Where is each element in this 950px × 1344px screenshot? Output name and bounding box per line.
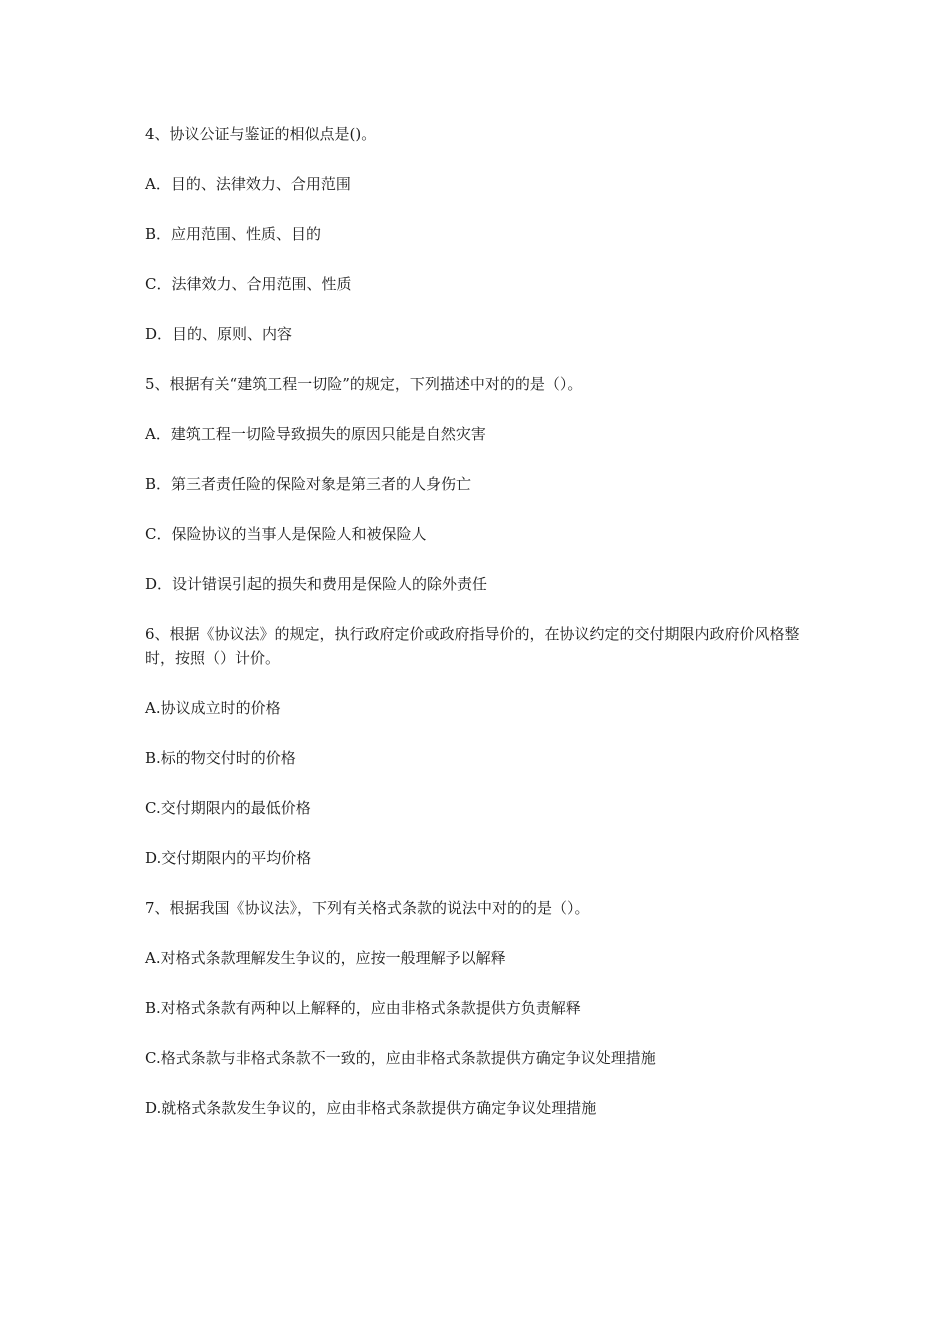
document-page xyxy=(145,122,817,1146)
question-text: 6、根据《协议法》的规定，执行政府定价或政府指导价的，在协议约定的交付期限内政府价风格整时，按照（）计价。 xyxy=(145,625,800,667)
option-a: A.协议成立时的价格 xyxy=(145,699,281,717)
option-b: B.对格式条款有两种以上解释的，应由非格式条款提供方负责解释 xyxy=(145,999,581,1017)
option-d: D．设计错误引起的损失和费用是保险人的除外责任 xyxy=(145,575,488,593)
option-c: C.交付期限内的最低价格 xyxy=(145,799,311,817)
option-d: D．目的、原则、内容 xyxy=(145,325,293,343)
option-a: A．建筑工程一切险导致损失的原因只能是自然灾害 xyxy=(145,425,486,443)
option-b: B．应用范围、性质、目的 xyxy=(145,225,322,243)
option-c: C．法律效力、合用范围、性质 xyxy=(145,275,352,293)
question-text: 7、根据我国《协议法》，下列有关格式条款的说法中对的的是（）。 xyxy=(145,899,590,917)
option-b: B．第三者责任险的保险对象是第三者的人身伤亡 xyxy=(145,475,472,493)
question-text: 4、协议公证与鉴证的相似点是()。 xyxy=(145,125,377,143)
question-text: 5、根据有关“建筑工程一切险”的规定，下列描述中对的的是（）。 xyxy=(145,375,583,393)
option-c: C．保险协议的当事人是保险人和被保险人 xyxy=(145,525,427,543)
option-d: D.交付期限内的平均价格 xyxy=(145,849,312,867)
option-a: A．目的、法律效力、合用范围 xyxy=(145,175,351,193)
option-c: C.格式条款与非格式条款不一致的，应由非格式条款提供方确定争议处理措施 xyxy=(145,1049,656,1067)
question-4 xyxy=(145,122,817,346)
option-b: B.标的物交付时的价格 xyxy=(145,749,296,767)
option-a: A.对格式条款理解发生争议的，应按一般理解予以解释 xyxy=(145,949,506,967)
question-7 xyxy=(145,896,817,1120)
question-6 xyxy=(145,622,817,870)
question-5 xyxy=(145,372,817,596)
option-d: D.就格式条款发生争议的，应由非格式条款提供方确定争议处理措施 xyxy=(145,1099,597,1117)
